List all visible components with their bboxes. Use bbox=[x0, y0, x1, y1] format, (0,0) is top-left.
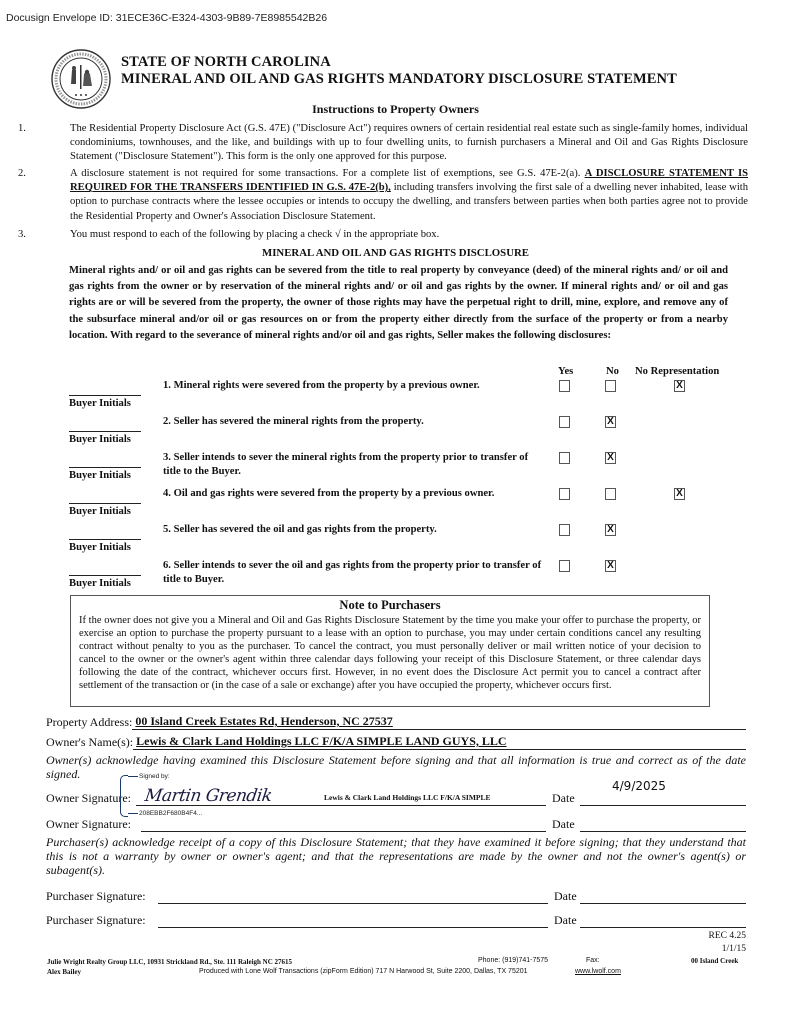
owner-signature-label: Owner Signature: bbox=[46, 791, 131, 805]
checkbox-no[interactable]: X bbox=[605, 524, 616, 536]
date-label: Date bbox=[552, 791, 575, 805]
checkbox-no[interactable]: X bbox=[605, 416, 616, 428]
column-no: No bbox=[606, 366, 619, 377]
buyer-initials-line[interactable] bbox=[69, 503, 141, 504]
docusign-signed-by: Signed by: bbox=[128, 773, 170, 780]
buyer-initials-label: Buyer Initials bbox=[69, 506, 131, 517]
note-title: Note to Purchasers bbox=[339, 598, 441, 612]
buyer-initials-label: Buyer Initials bbox=[69, 542, 131, 553]
owner-name-row bbox=[46, 734, 746, 750]
purchaser-signature-label: Purchaser Signature: bbox=[46, 889, 146, 903]
property-address-field[interactable]: 00 Island Creek Estates Rd, Henderson, NC 27537 bbox=[132, 714, 746, 730]
question-text: 3. Seller intends to sever the mineral rights from the property prior to transfer of title to the Buyer. bbox=[163, 452, 529, 477]
docusign-bracket bbox=[120, 775, 128, 817]
checkbox-yes[interactable] bbox=[559, 452, 570, 464]
fax: Fax: bbox=[586, 957, 600, 964]
instruction-text-pre: A disclosure statement is not required for some transactions. For a complete list of exemptions, see G.S. 47E-2(a). bbox=[70, 168, 585, 179]
instruction-number: 2. bbox=[18, 168, 26, 179]
checkbox-yes[interactable] bbox=[559, 416, 570, 428]
form-code: REC 4.25 bbox=[708, 931, 746, 941]
buyer-initials-line[interactable] bbox=[69, 395, 141, 396]
purchaser-date-field[interactable] bbox=[580, 888, 746, 904]
purchaser-acknowledgement: Purchaser(s) acknowledge receipt of a copy of this Disclosure Statement; that they have examined it before signing; that they understand that this is not a warranty by owner or owner's agent; and that the representations are made by the owner and not the owner's agent(s) or subagent(s). bbox=[46, 835, 746, 877]
purchaser-signature-2-label: Purchaser Signature: bbox=[46, 913, 146, 927]
question-text: 2. Seller has severed the mineral rights from the property. bbox=[163, 416, 424, 427]
question-text: 4. Oil and gas rights were severed from the property by a previous owner. bbox=[163, 488, 495, 499]
owner-signature-2-field[interactable] bbox=[141, 816, 546, 832]
checkbox-no[interactable] bbox=[605, 380, 616, 392]
owner-date-value: 4/9/2025 bbox=[612, 779, 666, 793]
instruction-number: 3. bbox=[18, 229, 26, 240]
owner-signature-2-label: Owner Signature: bbox=[46, 817, 131, 831]
owner-name-label: Owner's Name(s): bbox=[46, 735, 134, 749]
buyer-initials-line[interactable] bbox=[69, 575, 141, 576]
agent-name: Alex Bailey bbox=[47, 968, 82, 976]
column-no-representation: No Representation bbox=[635, 366, 720, 377]
website-link[interactable]: www.lwolf.com bbox=[575, 968, 621, 975]
owner-acknowledgement: Owner(s) acknowledge having examined this Disclosure Statement before signing and that all information is true and correct as of the date signed. bbox=[46, 753, 746, 781]
owner-signature-image: Martin Grendik bbox=[143, 786, 274, 806]
question-text: 1. Mineral rights were severed from the property by a previous owner. bbox=[163, 380, 480, 391]
property-address-label: Property Address: bbox=[46, 715, 133, 729]
instruction-item-3 bbox=[18, 228, 748, 242]
phone: Phone: (919)741-7575 bbox=[478, 957, 549, 964]
disclosure-heading: MINERAL AND OIL AND GAS RIGHTS DISCLOSURE bbox=[262, 247, 529, 259]
column-yes: Yes bbox=[558, 366, 574, 377]
checkbox-yes[interactable] bbox=[559, 560, 570, 572]
checkbox-yes[interactable] bbox=[559, 524, 570, 536]
brokerage-info: Julie Wright Realty Group LLC, 10931 Strickland Rd., Ste. 111 Raleigh NC 27615 bbox=[47, 958, 293, 966]
produced-with: Produced with Lone Wolf Transactions (zipForm Edition) 717 N Harwood St, Suite 2200, Dallas, TX 75201 bbox=[199, 968, 528, 975]
instruction-text bbox=[70, 167, 748, 224]
date-label: Date bbox=[552, 817, 575, 831]
question-row-5 bbox=[0, 517, 791, 553]
owner-date-2-field[interactable] bbox=[580, 816, 746, 832]
question-row-1 bbox=[0, 373, 791, 409]
title-form: MINERAL AND OIL AND GAS RIGHTS MANDATORY DISCLOSURE STATEMENT bbox=[121, 71, 677, 87]
instruction-text: The Residential Property Disclosure Act (G.S. 47E) ("Disclosure Act") requires owners of certain residential real estate such as single-family homes, individual condominiums, townhouses, and the like, and buildings with up to four dwelling units, to furnish purchasers a Mineral and Oil and Gas Rights Disclosure Statement ("Disclosure Statement"). This form is the only one approved for this purpose. bbox=[70, 123, 748, 163]
question-row-3 bbox=[0, 445, 791, 481]
instruction-text-post: including transfers involving the first sale of a dwelling never inhabited, lease with option to purchase contracts where the lessee occupies or intends to occupy the dwelling, and transfers between parties when both parties agree not to provide the Residential Property and Owner's Association Disclosure Statement. bbox=[70, 182, 748, 222]
docusign-signature-hash: 208EBB2F680B4F4... bbox=[128, 810, 202, 817]
checkbox-yes[interactable] bbox=[559, 380, 570, 392]
instructions-heading: Instructions to Property Owners bbox=[312, 102, 479, 116]
owner-name-field[interactable]: Lewis & Clark Land Holdings LLC F/K/A SIMPLE LAND GUYS, LLC bbox=[133, 734, 746, 750]
buyer-initials-label: Buyer Initials bbox=[69, 578, 131, 589]
instruction-text-emphasis: A DISCLOSURE STATEMENT IS REQUIRED FOR THE TRANSFERS IDENTIFIED IN G.S. 47E-2(b), bbox=[70, 168, 748, 194]
purchaser-date-2-field[interactable] bbox=[580, 912, 746, 928]
buyer-initials-label: Buyer Initials bbox=[69, 434, 131, 445]
checkbox-yes[interactable] bbox=[559, 488, 570, 500]
question-row-6 bbox=[0, 553, 791, 589]
question-text: 5. Seller has severed the oil and gas rights from the property. bbox=[163, 524, 437, 535]
buyer-initials-label: Buyer Initials bbox=[69, 470, 131, 481]
purchaser-signature-field[interactable] bbox=[158, 888, 548, 904]
buyer-initials-line[interactable] bbox=[69, 431, 141, 432]
checkbox-no[interactable]: X bbox=[605, 560, 616, 572]
instruction-text: You must respond to each of the following by placing a check √ in the appropriate box. bbox=[70, 229, 440, 240]
note-to-purchasers-box bbox=[70, 595, 710, 707]
owner-signature-row-2 bbox=[46, 814, 746, 834]
instruction-item-2 bbox=[18, 167, 748, 224]
checkbox-no-representation[interactable]: X bbox=[674, 380, 685, 392]
question-row-4 bbox=[0, 481, 791, 517]
instruction-number: 1. bbox=[18, 123, 26, 134]
nc-seal-icon bbox=[50, 48, 112, 110]
title-state: STATE OF NORTH CAROLINA bbox=[121, 54, 331, 70]
property-address-row bbox=[46, 714, 746, 730]
date-label: Date bbox=[554, 913, 577, 927]
checkbox-no[interactable] bbox=[605, 488, 616, 500]
envelope-id: Docusign Envelope ID: 31ECE36C-E324-4303-9B89-7E8985542B26 bbox=[6, 12, 328, 24]
date-label: Date bbox=[554, 889, 577, 903]
instruction-item-1 bbox=[18, 122, 748, 165]
signer-entity: Lewis & Clark Land Holdings LLC F/K/A SIMPLE bbox=[324, 793, 491, 802]
buyer-initials-label: Buyer Initials bbox=[69, 398, 131, 409]
checkbox-no[interactable]: X bbox=[605, 452, 616, 464]
note-text: If the owner does not give you a Mineral and Oil and Gas Rights Disclosure Statement by the time you make your offer to purchase the property, or exercise an option to purchase the property pursuant to a lease with an option to purchase, you may under certain conditions cancel any resulting contract without penalty to you as the purchaser. To cancel the contract, you must personally deliver or mail written notice of your decision to cancel to the owner or the owner's agent within three calendar days following your receipt of this Disclosure Statement, or three calendar days following the date of the contract, whichever occurs first. However, in no event does the Disclosure Act permit you to cancel a contract after settlement of the transaction or (in the case of a sale or exchange) after you have occupied the property, whichever occurs first. bbox=[79, 615, 701, 692]
question-row-2 bbox=[0, 409, 791, 445]
buyer-initials-line[interactable] bbox=[69, 539, 141, 540]
question-text: 6. Seller intends to sever the oil and gas rights from the property prior to transfer of title to Buyer. bbox=[163, 560, 542, 585]
checkbox-no-representation[interactable]: X bbox=[674, 488, 685, 500]
form-date: 1/1/15 bbox=[721, 944, 746, 954]
purchaser-signature-2-field[interactable] bbox=[158, 912, 548, 928]
purchaser-signature-row-2 bbox=[46, 910, 746, 930]
file-reference: 00 Island Creek bbox=[691, 957, 739, 965]
disclosure-intro: Mineral rights and/ or oil and gas rights can be severed from the title to real property by conveyance (deed) of the mineral rights and/ or oil and gas rights from the owner or by reservation of the mineral rights and/ or oil and gas rights by the owner. If mineral rights and/ or oil and gas rights are or will be severed from the property, the owner of those rights may have the perpetual right to drill, mine, explore, and remove any of the subsurface mineral and/or oil or gas resources on or from the property either directly from the surface of the property or from a nearby location. With regard to the severance of mineral rights and/or oil and gas rights, Seller makes the following disclosures: bbox=[69, 265, 728, 341]
purchaser-signature-row-1 bbox=[46, 886, 746, 906]
buyer-initials-line[interactable] bbox=[69, 467, 141, 468]
